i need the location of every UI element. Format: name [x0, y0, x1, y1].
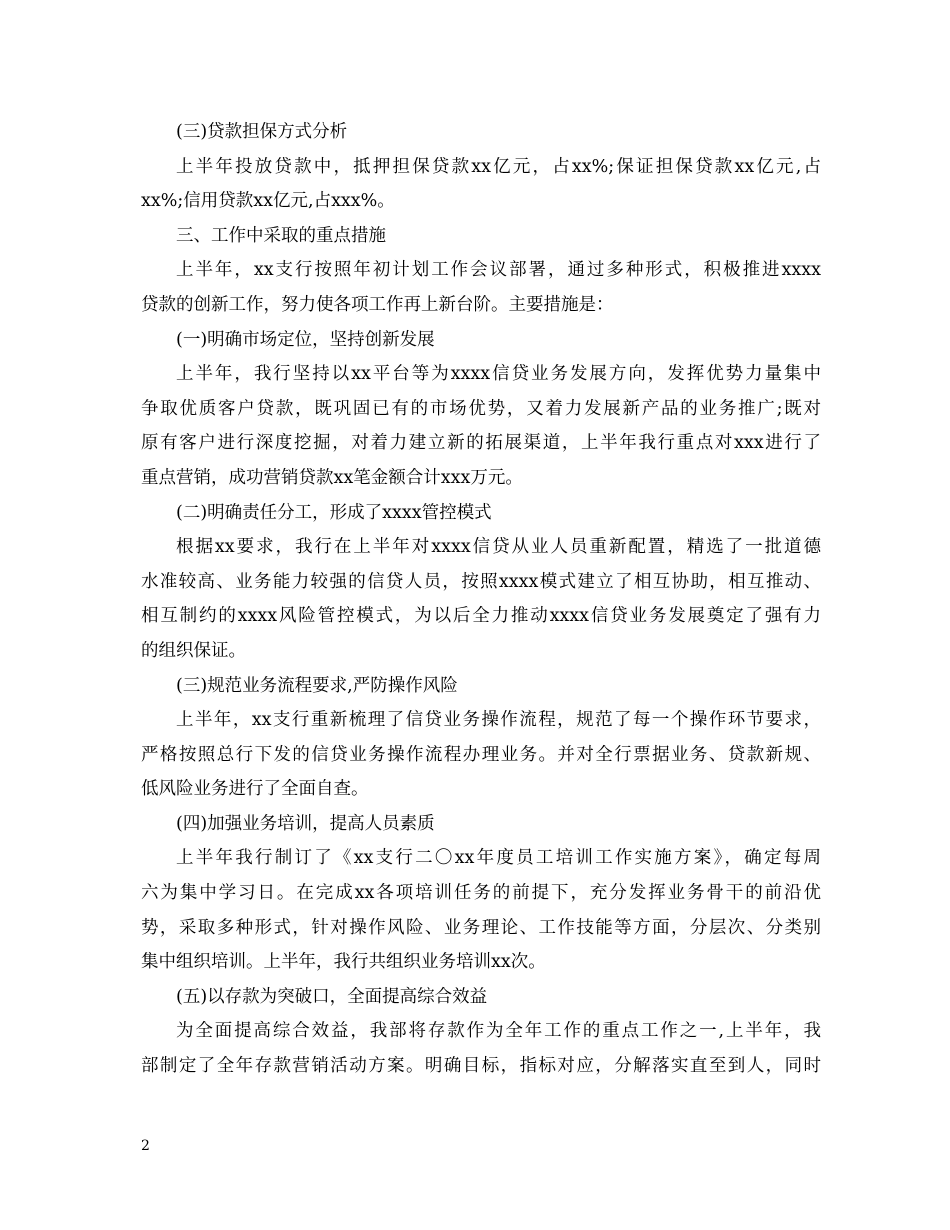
text-line: 相互制约的xxxx风险管控模式，为以后全力推动xxxx信贷业务发展奠定了强有力 [141, 606, 821, 627]
page-number: 2 [141, 1138, 150, 1154]
text-line: 重点营销，成功营销贷款xx笔金额合计xxx万元。 [141, 467, 523, 488]
text-line: 上半年我行制订了《xx支行二〇xx年度员工培训工作实施方案》，确定每周 [176, 848, 821, 869]
text-line: (三)贷款担保方式分析 [176, 122, 348, 142]
text-line: 严格按照总行下发的信贷业务操作流程办理业务。并对全行票据业务、贷款新规、 [141, 744, 821, 765]
text-line: 上半年，xx支行按照年初计划工作会议部署，通过多种形式，积极推进xxxx [176, 260, 821, 281]
text-line: (五)以存款为突破口，全面提高综合效益 [176, 986, 488, 1007]
text-line: 上半年，xx支行重新梳理了信贷业务操作流程，规范了每一个操作环节要求， [176, 710, 821, 731]
text-line: (一)明确市场定位，坚持创新发展 [176, 329, 435, 350]
text-line: 原有客户进行深度挖掘，对着力建立新的拓展渠道，上半年我行重点对xxx进行了 [141, 433, 821, 454]
text-line: 根据xx要求，我行在上半年对xxxx信贷从业人员重新配置，精选了一批道德 [176, 537, 821, 558]
text-line: 争取优质客户贷款，既巩固已有的市场优势，又着力发展新产品的业务推广;既对 [141, 398, 821, 419]
text-line: 上半年投放贷款中，抵押担保贷款xx亿元，占xx%;保证担保贷款xx亿元,占 [176, 156, 821, 177]
text-line: 集中组织培训。上半年，我行共组织业务培训xx次。 [141, 952, 546, 973]
text-line: (四)加强业务培训，提高人员素质 [176, 813, 435, 834]
text-line: (二)明确责任分工，形成了xxxx管控模式 [176, 502, 492, 523]
document-body [141, 115, 821, 1084]
text-line: 低风险业务进行了全面自查。 [141, 779, 369, 800]
text-line: 的组织保证。 [141, 640, 246, 661]
text-line: xx%;信用贷款xx亿元,占xxx%。 [141, 191, 395, 212]
text-line: 上半年，我行坚持以xx平台等为xxxx信贷业务发展方向，发挥优势力量集中 [176, 364, 821, 385]
text-line: 部制定了全年存款营销活动方案。明确目标，指标对应，分解落实直至到人，同时 [141, 1056, 821, 1077]
text-line: 势，采取多种形式，针对操作风险、业务理论、工作技能等方面，分层次、分类别 [141, 917, 821, 938]
text-line: 三、工作中采取的重点措施 [176, 225, 386, 246]
text-line: 水准较高、业务能力较强的信贷人员，按照xxxx模式建立了相互协助，相互推动、 [141, 571, 821, 592]
text-line: 贷款的创新工作，努力使各项工作再上新台阶。主要措施是： [141, 294, 614, 315]
text-line: 为全面提高综合效益，我部将存款作为全年工作的重点工作之一,上半年，我 [176, 1021, 821, 1042]
text-line: 六为集中学习日。在完成xx各项培训任务的前提下，充分发挥业务骨干的前沿优 [141, 883, 821, 904]
text-line: (三)规范业务流程要求,严防操作风险 [176, 675, 458, 696]
